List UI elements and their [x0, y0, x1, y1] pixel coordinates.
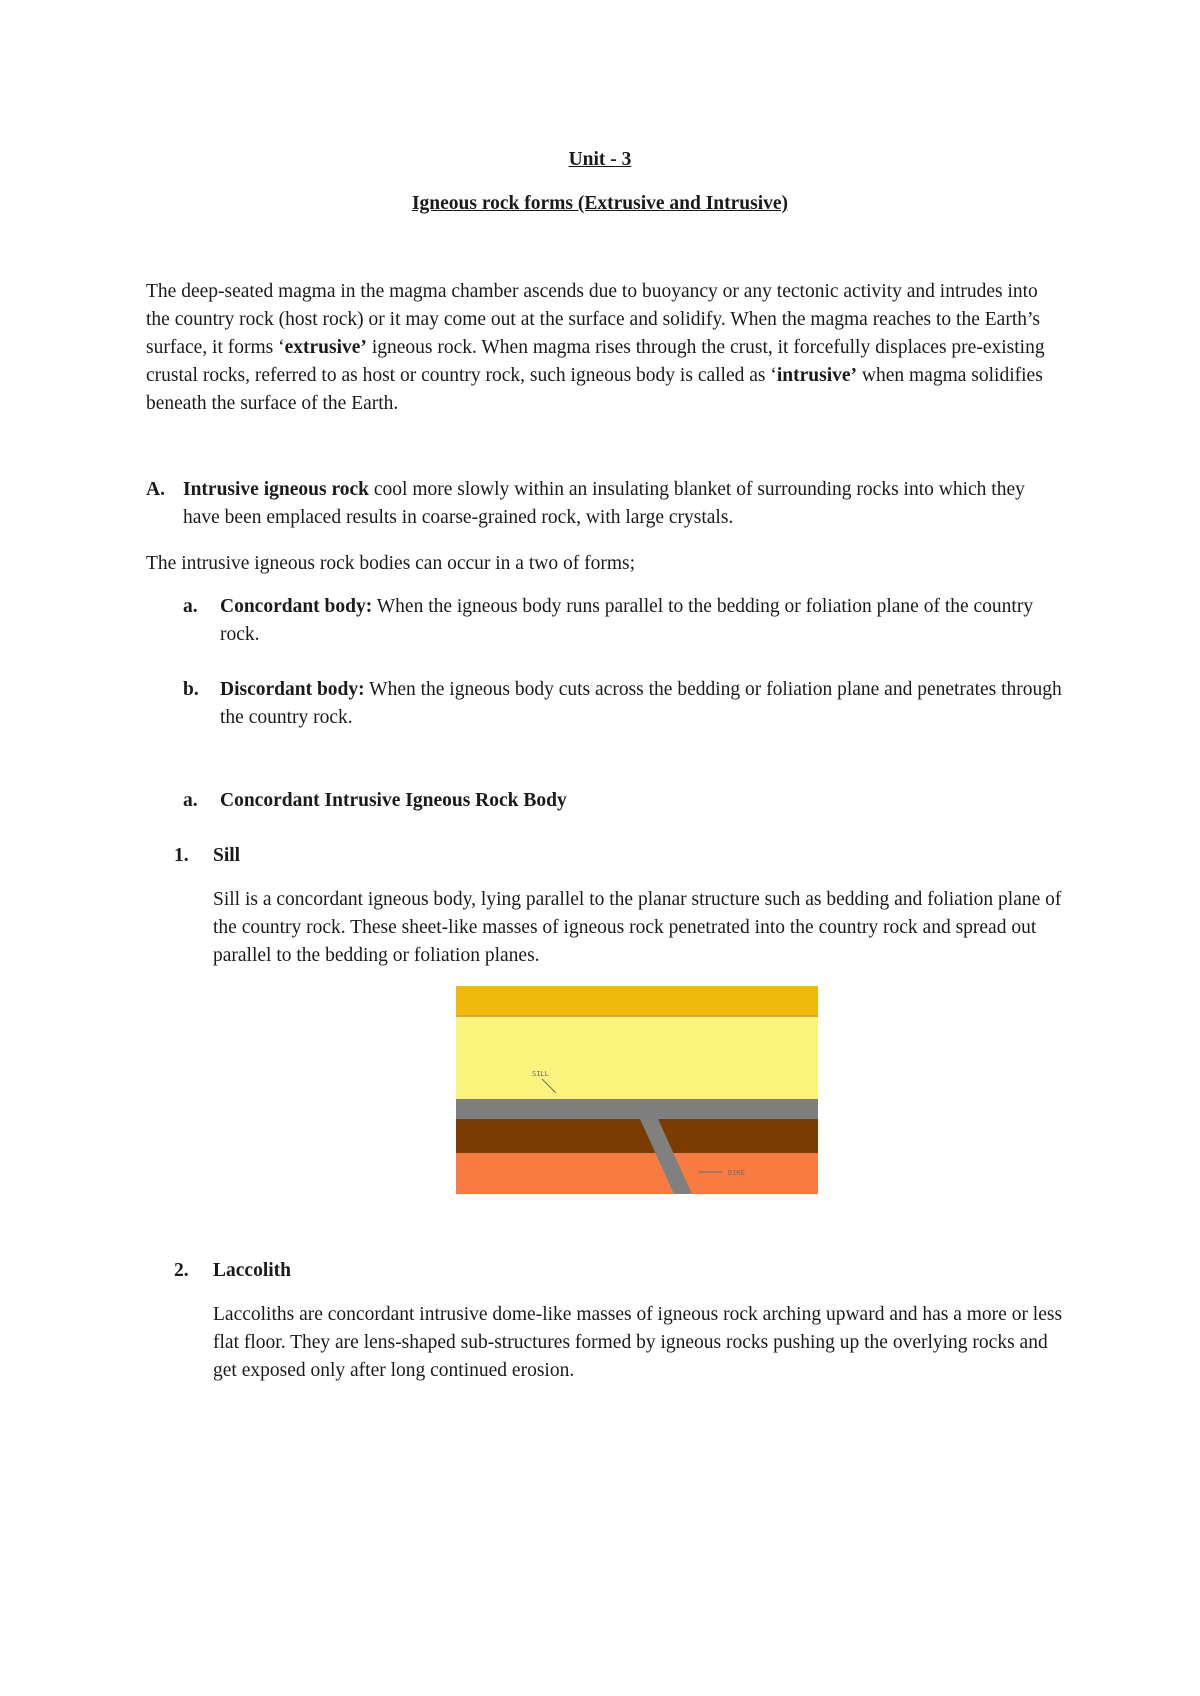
item-marker: 2.	[174, 1260, 189, 1281]
orange-rock-layer	[456, 1153, 818, 1194]
brown-rock-layer	[456, 1119, 818, 1153]
section-a-marker: A.	[146, 479, 165, 500]
laccolith-description: Laccoliths are concordant intrusive dome-like masses of igneous rock arching upward and has a more or less flat floor. They are lens-shaped sub-structures formed by igneous rocks pushing up the overlying rocks and get exposed only after long continued erosion.	[213, 1304, 1063, 1381]
section-a-text: cool more slowly within an insulating blanket of surrounding rocks into which they have been emplaced results in coarse-grained rock, with large crystals.	[183, 479, 1025, 528]
dike-label: DIKE	[728, 1169, 745, 1177]
sill-label: SILL	[532, 1070, 549, 1078]
item-laccolith-heading	[174, 1257, 1054, 1285]
section-a-term: Intrusive igneous rock	[183, 479, 369, 500]
item-marker: 1.	[174, 845, 189, 866]
concordant-heading-marker: a.	[183, 790, 198, 811]
layer-boundary	[456, 1015, 818, 1017]
form-term: Discordant body:	[220, 679, 365, 700]
forms-intro: The intrusive igneous rock bodies can occur in a two of forms;	[146, 553, 635, 574]
form-body	[220, 593, 1063, 649]
form-item-discordant	[183, 676, 1063, 732]
extrusive-term: extrusive’	[284, 337, 367, 358]
concordant-heading-text: Concordant Intrusive Igneous Rock Body	[220, 790, 567, 811]
sill-layer	[456, 1099, 818, 1119]
upper-rock-layer	[456, 1017, 818, 1099]
intro-text-3: when magma solidifies beneath the surface of the Earth.	[146, 365, 1043, 414]
form-body	[220, 676, 1063, 732]
unit-heading: Unit - 3	[568, 149, 632, 170]
section-a-body	[183, 476, 1066, 532]
form-marker: b.	[183, 679, 199, 700]
form-marker: a.	[183, 596, 198, 617]
intro-text-2: igneous rock. When magma rises through the crust, it forcefully displaces pre-existing crustal rocks, referred to as host or country rock, such igneous body is called as ‘	[146, 337, 1045, 386]
sill-dike-diagram	[456, 986, 818, 1194]
form-term: Concordant body:	[220, 596, 373, 617]
form-item-concordant	[183, 593, 1063, 649]
item-title: Sill	[213, 845, 241, 866]
section-a-item	[146, 476, 1066, 532]
form-text: When the igneous body runs parallel to the bedding or foliation plane of the country rock.	[220, 596, 1034, 645]
concordant-heading	[183, 787, 1063, 815]
sill-description: Sill is a concordant igneous body, lying parallel to the planar structure such as bedding and foliation plane of the country rock. These sheet-like masses of igneous rock penetrated into the country rock and spread out parallel to the bedding or foliation planes.	[213, 889, 1062, 966]
intro-paragraph	[146, 278, 1066, 418]
intrusive-term: intrusive’	[776, 365, 858, 386]
top-rock-layer	[456, 986, 818, 1016]
item-title: Laccolith	[213, 1260, 291, 1281]
intro-text-1: The deep-seated magma in the magma chamber ascends due to buoyancy or any tectonic activity and intrudes into the country rock (host rock) or it may come out at the surface and solidify. When the magma reaches to the Earth’s surface, it forms ‘	[146, 281, 1040, 358]
page-title: Igneous rock forms (Extrusive and Intrusive)	[411, 193, 789, 214]
item-sill-heading	[174, 842, 1054, 870]
form-text: When the igneous body cuts across the bedding or foliation plane and penetrates through the country rock.	[220, 679, 1062, 728]
